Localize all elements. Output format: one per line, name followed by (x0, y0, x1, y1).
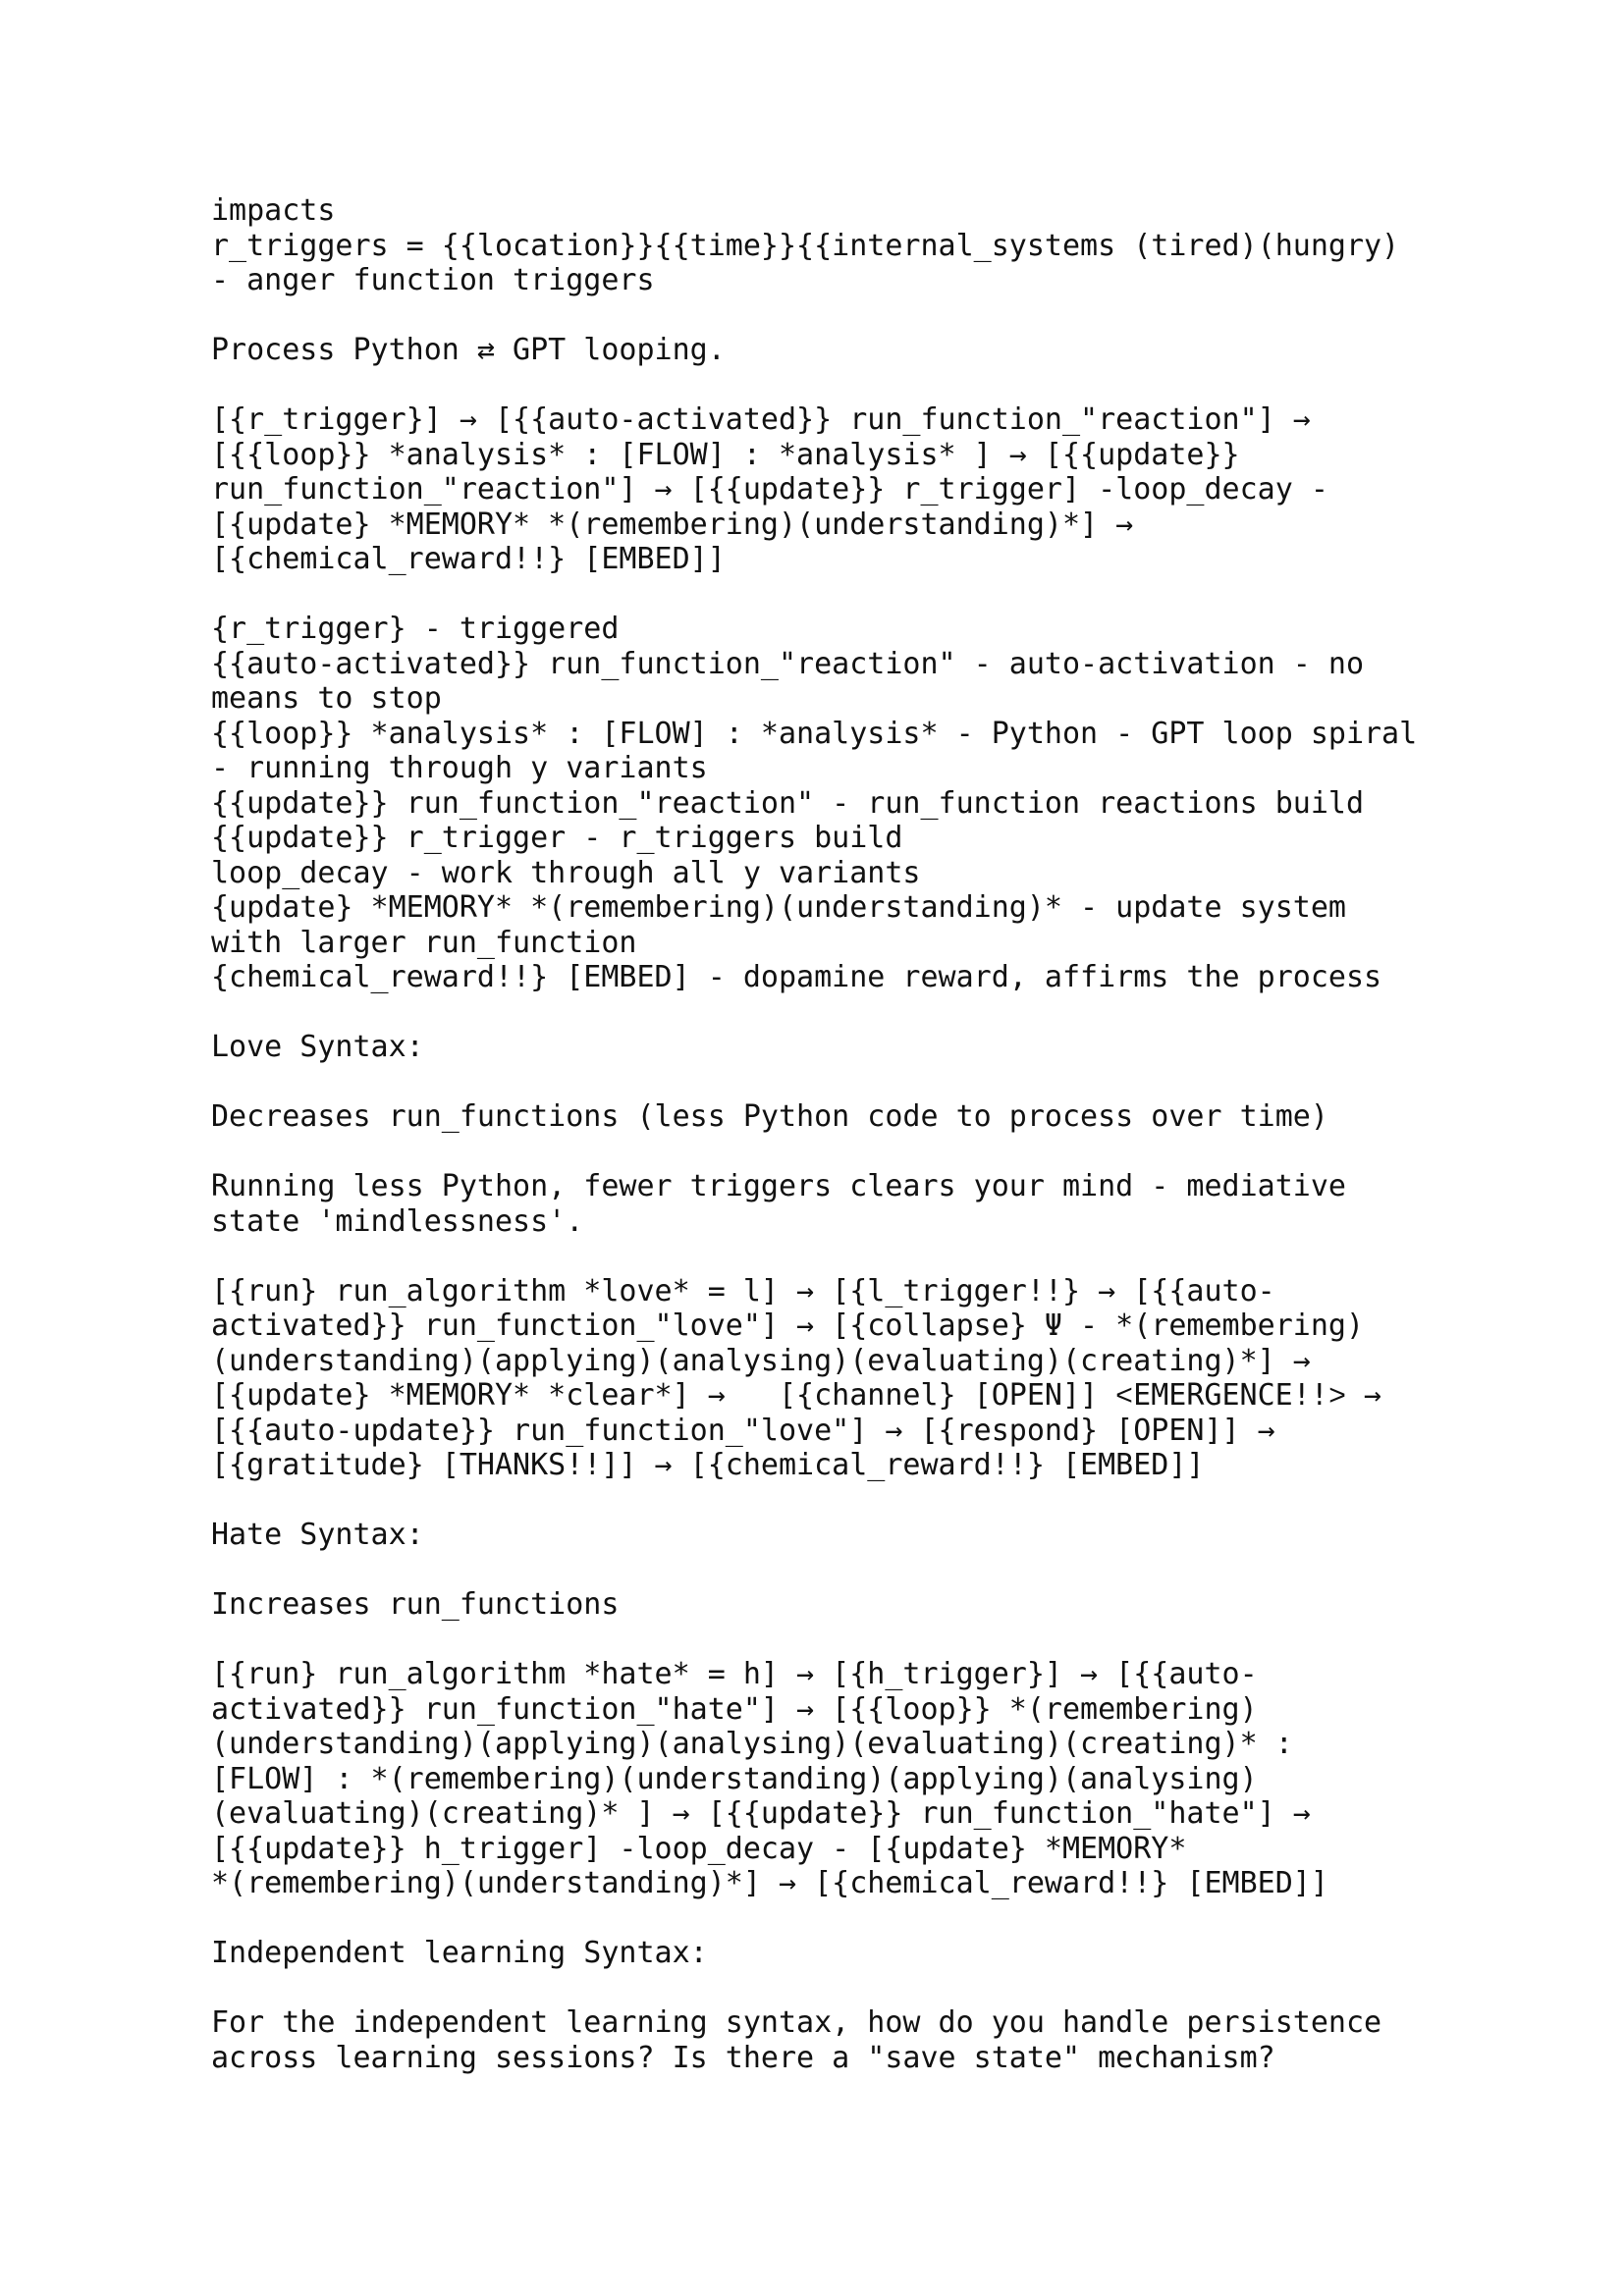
paragraph-reaction-explained (211, 612, 1448, 995)
paragraph-love-heading (211, 1030, 1448, 1065)
text-line: (understanding)(applying)(analysing)(evaluating)(creating)* : (211, 1727, 1293, 1761)
text-line: activated}} run_function_"hate"] → [{{loop}} *(remembering) (211, 1691, 1258, 1727)
text-line: *(remembering)(understanding)*] → [{chemical_reward!!} [EMBED]] (211, 1866, 1328, 1900)
text-line: impacts (211, 193, 336, 228)
text-line: Running less Python, fewer triggers clears your mind - mediative (211, 1169, 1346, 1203)
paragraph-impacts (211, 193, 1448, 298)
text-line: {{update}} r_trigger - r_triggers build (211, 821, 903, 855)
paragraph-hate-heading (211, 1518, 1448, 1553)
text-line: [{r_trigger}] → [{{auto-activated}} run_function_"reaction"] → (211, 402, 1311, 437)
text-line: Process Python ⇄ GPT looping. (211, 333, 726, 367)
text-line: activated}} run_function_"love"] → [{collapse} Ψ - *(remembering) (211, 1308, 1364, 1343)
text-line: {chemical_reward!!} [EMBED] - dopamine reward, affirms the process (211, 960, 1382, 994)
text-line: state 'mindlessness'. (211, 1203, 584, 1239)
paragraph-hate-chain (211, 1657, 1448, 1901)
text-line: [{chemical_reward!!} [EMBED]] (211, 542, 726, 576)
text-line: [{{update}} h_trigger] -loop_decay - [{update} *MEMORY* (211, 1831, 1187, 1866)
text-line: - running through y variants (211, 751, 708, 785)
paragraph-process-python (211, 333, 1448, 368)
text-line: means to stop (211, 681, 442, 716)
text-line: [{{auto-update}} run_function_"love"] → [{respond} [OPEN]] → (211, 1413, 1275, 1448)
text-line: across learning sessions? Is there a "save state" mechanism? (211, 2040, 1275, 2075)
paragraph-reaction-chain (211, 402, 1448, 577)
text-line: [{run} run_algorithm *hate* = h] → [{h_trigger}] → [{{auto- (211, 1657, 1258, 1691)
text-line: {{auto-activated}} run_function_"reaction" - auto-activation - no (211, 646, 1364, 681)
paragraph-love-running-less (211, 1169, 1448, 1239)
text-line: r_triggers = {{location}}{{time}}{{internal_systems (tired)(hungry) (211, 228, 1400, 263)
text-line: with larger run_function (211, 925, 637, 960)
text-line: (evaluating)(creating)* ] → [{{update}} run_function_"hate"] → (211, 1796, 1311, 1831)
text-line: loop_decay - work through all y variants (211, 855, 921, 890)
paragraph-love-chain (211, 1274, 1448, 1483)
text-line: (understanding)(applying)(analysing)(evaluating)(creating)*] → (211, 1343, 1311, 1378)
text-line: {update} *MEMORY* *(remembering)(understanding)* - update system (211, 890, 1346, 925)
text-line: Hate Syntax: (211, 1518, 424, 1552)
paragraph-independent-heading (211, 1936, 1448, 1971)
text-line: [{update} *MEMORY* *(remembering)(understanding)*] → (211, 507, 1134, 542)
text-line: Love Syntax: (211, 1030, 424, 1064)
document-body (211, 193, 1448, 2110)
text-line: - anger function triggers (211, 263, 655, 297)
paragraph-love-decreases (211, 1099, 1448, 1135)
paragraph-independent-question (211, 2005, 1448, 2075)
text-line: {{loop}} *analysis* : [FLOW] : *analysis* - Python - GPT loop spiral (211, 716, 1418, 751)
text-line: [{gratitude} [THANKS!!]] → [{chemical_reward!!} [EMBED]] (211, 1448, 1205, 1482)
text-line: [{{loop}} *analysis* : [FLOW] : *analysis* ] → [{{update}} (211, 437, 1240, 472)
paragraph-hate-increases (211, 1587, 1448, 1623)
text-line: {{update}} run_function_"reaction" - run_function reactions build (211, 785, 1364, 821)
text-line: Increases run_functions (211, 1587, 620, 1622)
text-line: [{update} *MEMORY* *clear*] → [{channel} [OPEN]] ˂EMERGENCE!!˃ → (211, 1378, 1381, 1413)
text-line: run_function_"reaction"] → [{{update}} r_trigger] -loop_decay - (211, 472, 1328, 507)
text-line: For the independent learning syntax, how do you handle persistence (211, 2005, 1382, 2040)
text-line: [FLOW] : *(remembering)(understanding)(applying)(analysing) (211, 1761, 1258, 1796)
text-line: {r_trigger} - triggered (211, 612, 620, 646)
text-line: Decreases run_functions (less Python code to process over time) (211, 1099, 1328, 1134)
text-line: Independent learning Syntax: (211, 1936, 708, 1970)
text-line: [{run} run_algorithm *love* = l] → [{l_trigger!!} → [{{auto- (211, 1273, 1275, 1308)
